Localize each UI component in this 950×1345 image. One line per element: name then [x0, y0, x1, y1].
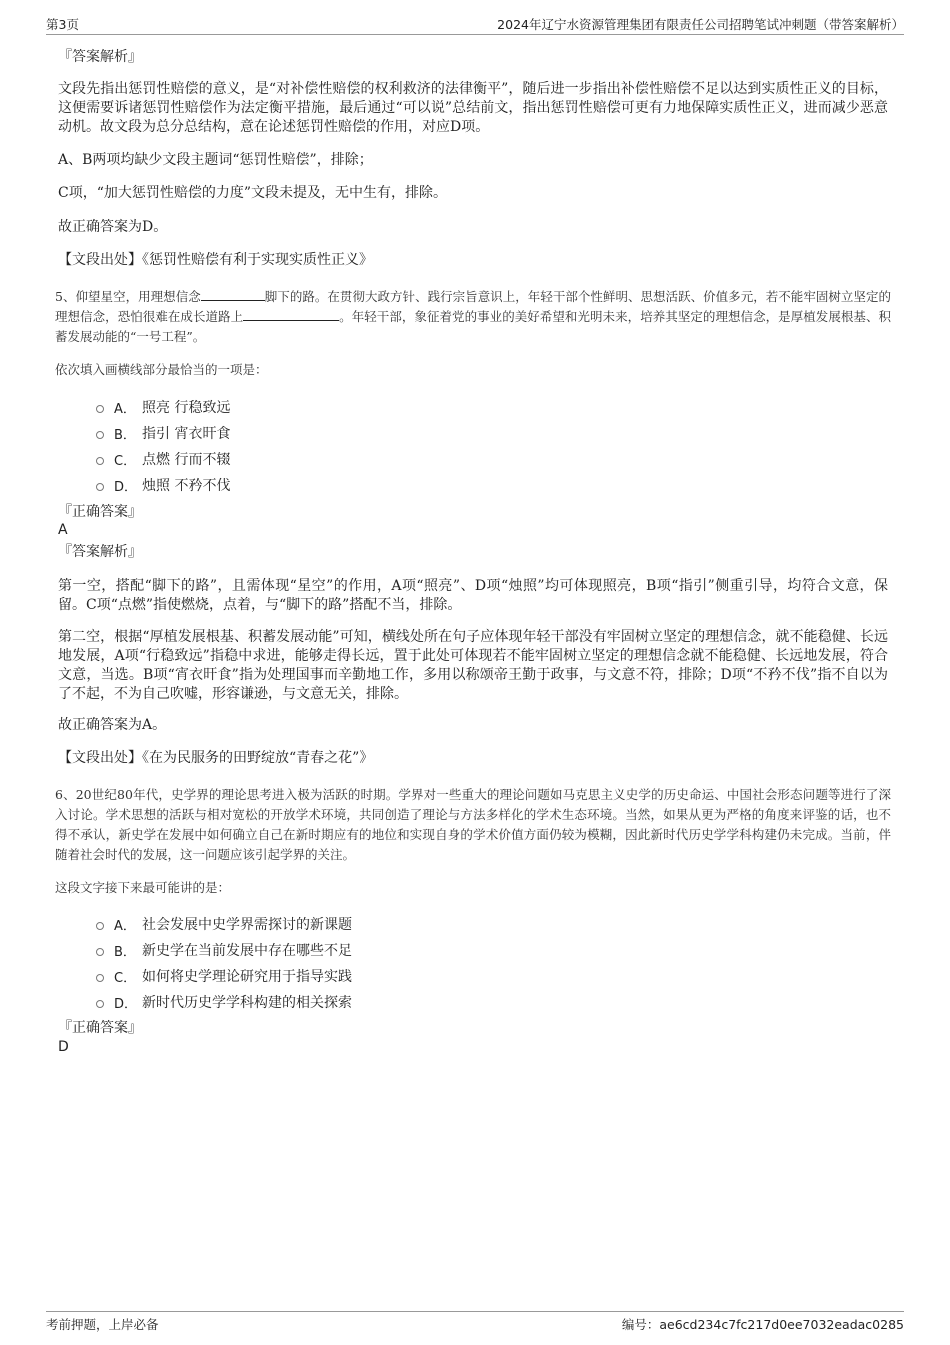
- source-citation: 【文段出处】《在为民服务的田野绽放“青春之花”》: [58, 750, 374, 766]
- fill-blank: [201, 288, 265, 301]
- analysis-conclusion: 故正确答案为D。: [58, 219, 168, 235]
- analysis-paragraph: 第二空，根据“厚植发展根基、积蓄发展动能”可知，横线处所在句子应体现年轻干部没有牢固树立坚定的理想信念，就不能稳健、长远地发展，A项“行稳致远”指稳中求进，能够走得长远，置于此处可体现若不能牢固树立坚定的理想信念就不能稳健、长远地发展，符合文意，当选。B项“宵衣旰食”指为处理国事而辛勤地工作，多用以称颂帝王勤于政事，与文意不符，排除；D项“不矜不伐”指不自以为了不起，不为自己吹嘘，形容谦逊，与文意无关，排除。: [58, 629, 888, 702]
- document-title: 2024年辽宁水资源管理集团有限责任公司招聘笔试冲刺题（带答案解析）: [497, 17, 904, 32]
- correct-answer-label: 『正确答案』: [58, 504, 142, 520]
- question-5-stem: 5、仰望星空，用理想信念 脚下的路。在贯彻大政方针、践行宗旨意识上，年轻干部个性鲜明、思想活跃、价值多元，若不能牢固树立坚定的理想信念，恐怕很难在成长道路上 。年轻干部，象征着党的事业的美好希望和光明未来，培养其坚定的理想信念，是厚植发展根基、积蓄发展动能的“一号工程”。: [55, 289, 891, 344]
- page-footer: [46, 1311, 904, 1336]
- option-c[interactable]: C． 如何将史学理论研究用于指导实践: [96, 963, 352, 989]
- correct-answer: A: [58, 522, 68, 538]
- fill-blank: [243, 308, 339, 321]
- option-b[interactable]: B． 新史学在当前发展中存在哪些不足: [96, 937, 352, 963]
- radio-icon[interactable]: [96, 405, 104, 413]
- analysis-paragraph: A、B两项均缺少文段主题词“惩罚性赔偿”，排除；: [58, 152, 373, 168]
- analysis-paragraph: C项，“加大惩罚性赔偿的力度”文段未提及，无中生有，排除。: [58, 185, 448, 201]
- correct-answer-label: 『正确答案』: [58, 1020, 142, 1036]
- analysis-paragraph: 文段先指出惩罚性赔偿的意义，是“对补偿性赔偿的权利救济的法律衡平”，随后进一步指出补偿性赔偿不足以达到实质性正义的目标，这便需要诉诸惩罚性赔偿作为法定衡平措施，最后通过“可以说”总结前文，指出惩罚性赔偿可更有力地保障实质性正义，进而减少恶意动机。故文段为总分总结构，意在论述惩罚性赔偿的作用，对应D项。: [58, 81, 888, 135]
- radio-icon[interactable]: [96, 948, 104, 956]
- question-6-stem: 6、20世纪80年代，史学界的理论思考进入极为活跃的时期。学界对一些重大的理论问题如马克思主义史学的历史命运、中国社会形态问题等进行了深入讨论。学术思想的活跃与相对宽松的开放学术环境，共同创造了理论与方法多样化的学术生态环境。当然，如果从更为严格的角度来评鉴的话，也不得不承认，新史学在发展中如何确立自己在新时期应有的地位和实现自身的学术价值方面仍较为模糊，因此新时代历史学学科构建仍未完成。当前，伴随着社会时代的发展，这一问题应该引起学界的关注。: [55, 787, 891, 862]
- analysis-conclusion: 故正确答案为A。: [58, 717, 167, 733]
- radio-icon[interactable]: [96, 457, 104, 465]
- question-6-options: [96, 911, 352, 1015]
- correct-answer: D: [58, 1039, 69, 1055]
- analysis-paragraph: 第一空，搭配“脚下的路”，且需体现“星空”的作用，A项“照亮”、D项“烛照”均可体现照亮，B项“指引”侧重引导，均符合文意，保留。C项“点燃”指使燃烧，点着，与“脚下的路”搭配不当，排除。: [58, 578, 888, 613]
- page-number: 第3页: [46, 17, 79, 32]
- radio-icon[interactable]: [96, 431, 104, 439]
- option-a[interactable]: A． 社会发展中史学界需探讨的新课题: [96, 911, 352, 937]
- option-d[interactable]: D． 烛照 不矜不伐: [96, 472, 230, 498]
- document-id: 编号：ae6cd234c7fc217d0ee7032eadac0285: [621, 1317, 904, 1332]
- question-5-prompt: 依次填入画横线部分最恰当的一项是：: [55, 362, 268, 377]
- option-c[interactable]: C． 点燃 行而不辍: [96, 446, 230, 472]
- radio-icon[interactable]: [96, 483, 104, 491]
- page-header: [46, 12, 904, 35]
- analysis-label: 『答案解析』: [58, 544, 142, 560]
- radio-icon[interactable]: [96, 974, 104, 982]
- radio-icon[interactable]: [96, 1000, 104, 1008]
- question-5-options: [96, 394, 230, 498]
- option-b[interactable]: B． 指引 宵衣旰食: [96, 420, 230, 446]
- radio-icon[interactable]: [96, 922, 104, 930]
- source-citation: 【文段出处】《惩罚性赔偿有利于实现实质性正义》: [58, 252, 373, 268]
- question-6-prompt: 这段文字接下来最可能讲的是：: [55, 880, 231, 895]
- option-d[interactable]: D． 新时代历史学学科构建的相关探索: [96, 989, 352, 1015]
- footer-slogan: 考前押题，上岸必备: [46, 1317, 159, 1332]
- analysis-label: 『答案解析』: [58, 49, 142, 65]
- option-a[interactable]: A． 照亮 行稳致远: [96, 394, 230, 420]
